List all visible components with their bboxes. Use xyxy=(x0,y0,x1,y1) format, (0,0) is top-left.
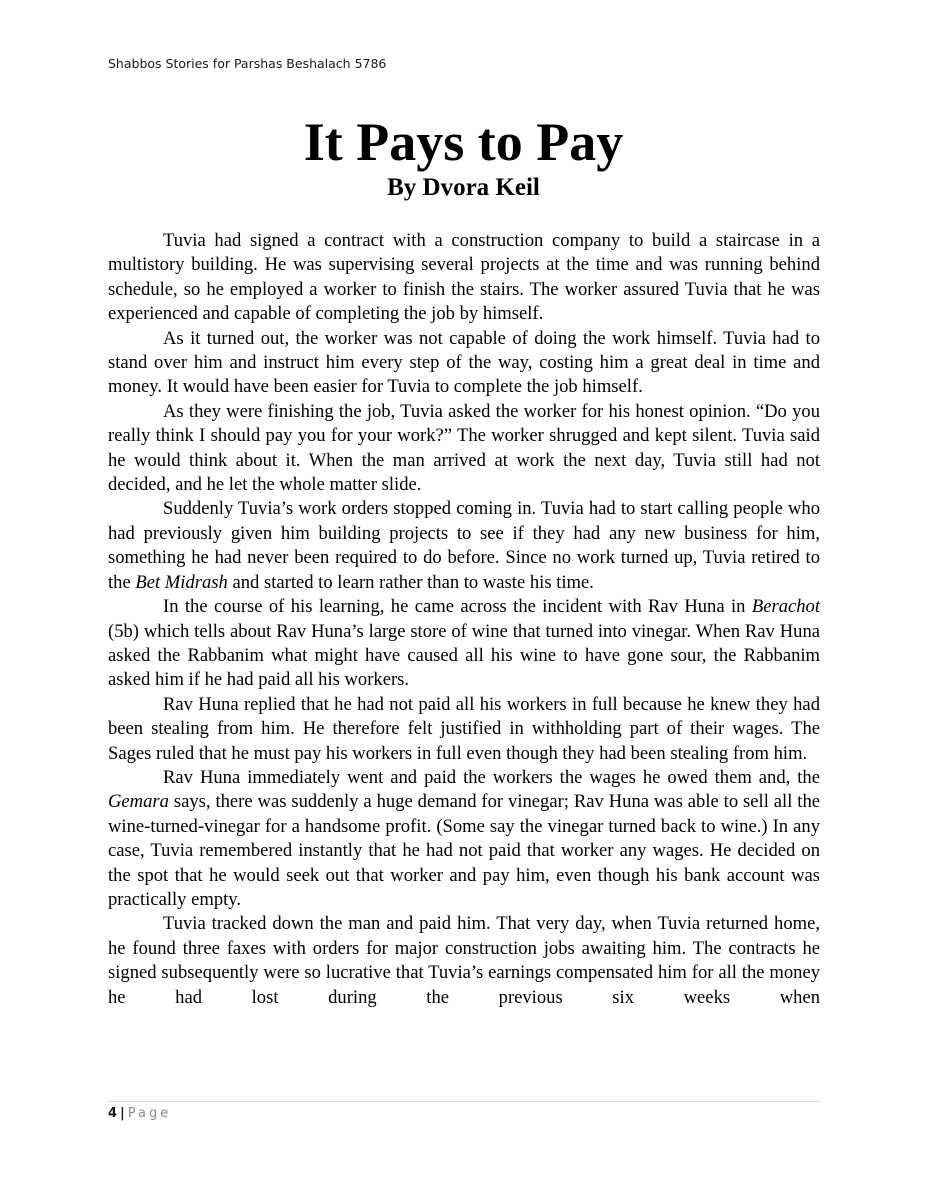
paragraph-5-text-b: (5b) which tells about Rav Huna’s large store of wine that turned into vinegar. When Rav Huna asked the Rabbanim what might have caused all his wine to have gone sour, the Rabbanim asked him if he had paid all his workers. xyxy=(108,620,820,691)
paragraph-4-text-b: and started to learn rather than to waste his time. xyxy=(227,571,594,593)
footer-separator: | xyxy=(120,1106,125,1121)
running-header: Shabbos Stories for Parshas Beshalach 5786 xyxy=(108,56,387,71)
page-label: Page xyxy=(127,1106,172,1121)
footer-divider xyxy=(108,1101,820,1102)
paragraph-5-text-a: In the course of his learning, he came across the incident with Rav Huna in xyxy=(163,596,752,618)
paragraph-1: Tuvia had signed a contract with a construction company to build a staircase in a multistory building. He was supervising several projects at the time and was running behind schedule, so he employed a worker to finish the stairs. The worker assured Tuvia that he was experienced and capable of completing the job by himself. xyxy=(108,230,820,325)
article-byline: By Dvora Keil xyxy=(387,174,540,201)
term-gemara: Gemara xyxy=(108,791,169,813)
article-body xyxy=(108,229,820,1010)
paragraph-5 xyxy=(108,595,820,693)
paragraph-4 xyxy=(108,497,820,595)
article-title: It Pays to Pay xyxy=(303,112,624,172)
paragraph-7 xyxy=(108,766,820,912)
paragraph-8: Tuvia tracked down the man and paid him. That very day, when Tuvia returned home, he found three faxes with orders for major construction jobs awaiting him. The contracts he signed subsequently were so lucrative that Tuvia’s earnings compensated him for all the money he had lost during the previous six weeks when xyxy=(108,913,820,1008)
paragraph-2: As it turned out, the worker was not capable of doing the work himself. Tuvia had to stand over him and instruct him every step of the way, costing him a great deal in time and money. It would have been easier for Tuvia to complete the job himself. xyxy=(108,327,820,398)
paragraph-6: Rav Huna replied that he had not paid all his workers in full because he knew they had been stealing from him. He therefore felt justified in withholding part of their wages. The Sages ruled that he must pay his workers in full even though they had been stealing from him. xyxy=(108,693,820,764)
paragraph-7-text-b: says, there was suddenly a huge demand for vinegar; Rav Huna was able to sell all the wine-turned-vinegar for a handsome profit. (Some say the vinegar turned back to wine.) In any case, Tuvia remembered instantly that he had not paid that worker any wages. He decided on the spot that he would seek out that worker and pay him, even though his bank account was practically empty. xyxy=(108,791,820,910)
paragraph-4-text-a: Suddenly Tuvia’s work orders stopped coming in. Tuvia had to start calling people who had previously given him building projects to see if they had any new business for him, something he had never been required to do before. Since no work turned up, Tuvia retired to the xyxy=(108,498,820,593)
paragraph-7-text-a: Rav Huna immediately went and paid the workers the wages he owed them and, the xyxy=(163,766,820,788)
paragraph-3: As they were finishing the job, Tuvia asked the worker for his honest opinion. “Do you really think I should pay you for your work?” The worker shrugged and kept silent. Tuvia said he would think about it. When the man arrived at work the next day, Tuvia still had not decided, and he let the whole matter slide. xyxy=(108,400,820,496)
page-number: 4 xyxy=(108,1106,118,1121)
term-berachot: Berachot xyxy=(751,596,820,618)
term-bet-midrash: Bet Midrash xyxy=(135,571,228,593)
page-footer xyxy=(108,1106,171,1121)
